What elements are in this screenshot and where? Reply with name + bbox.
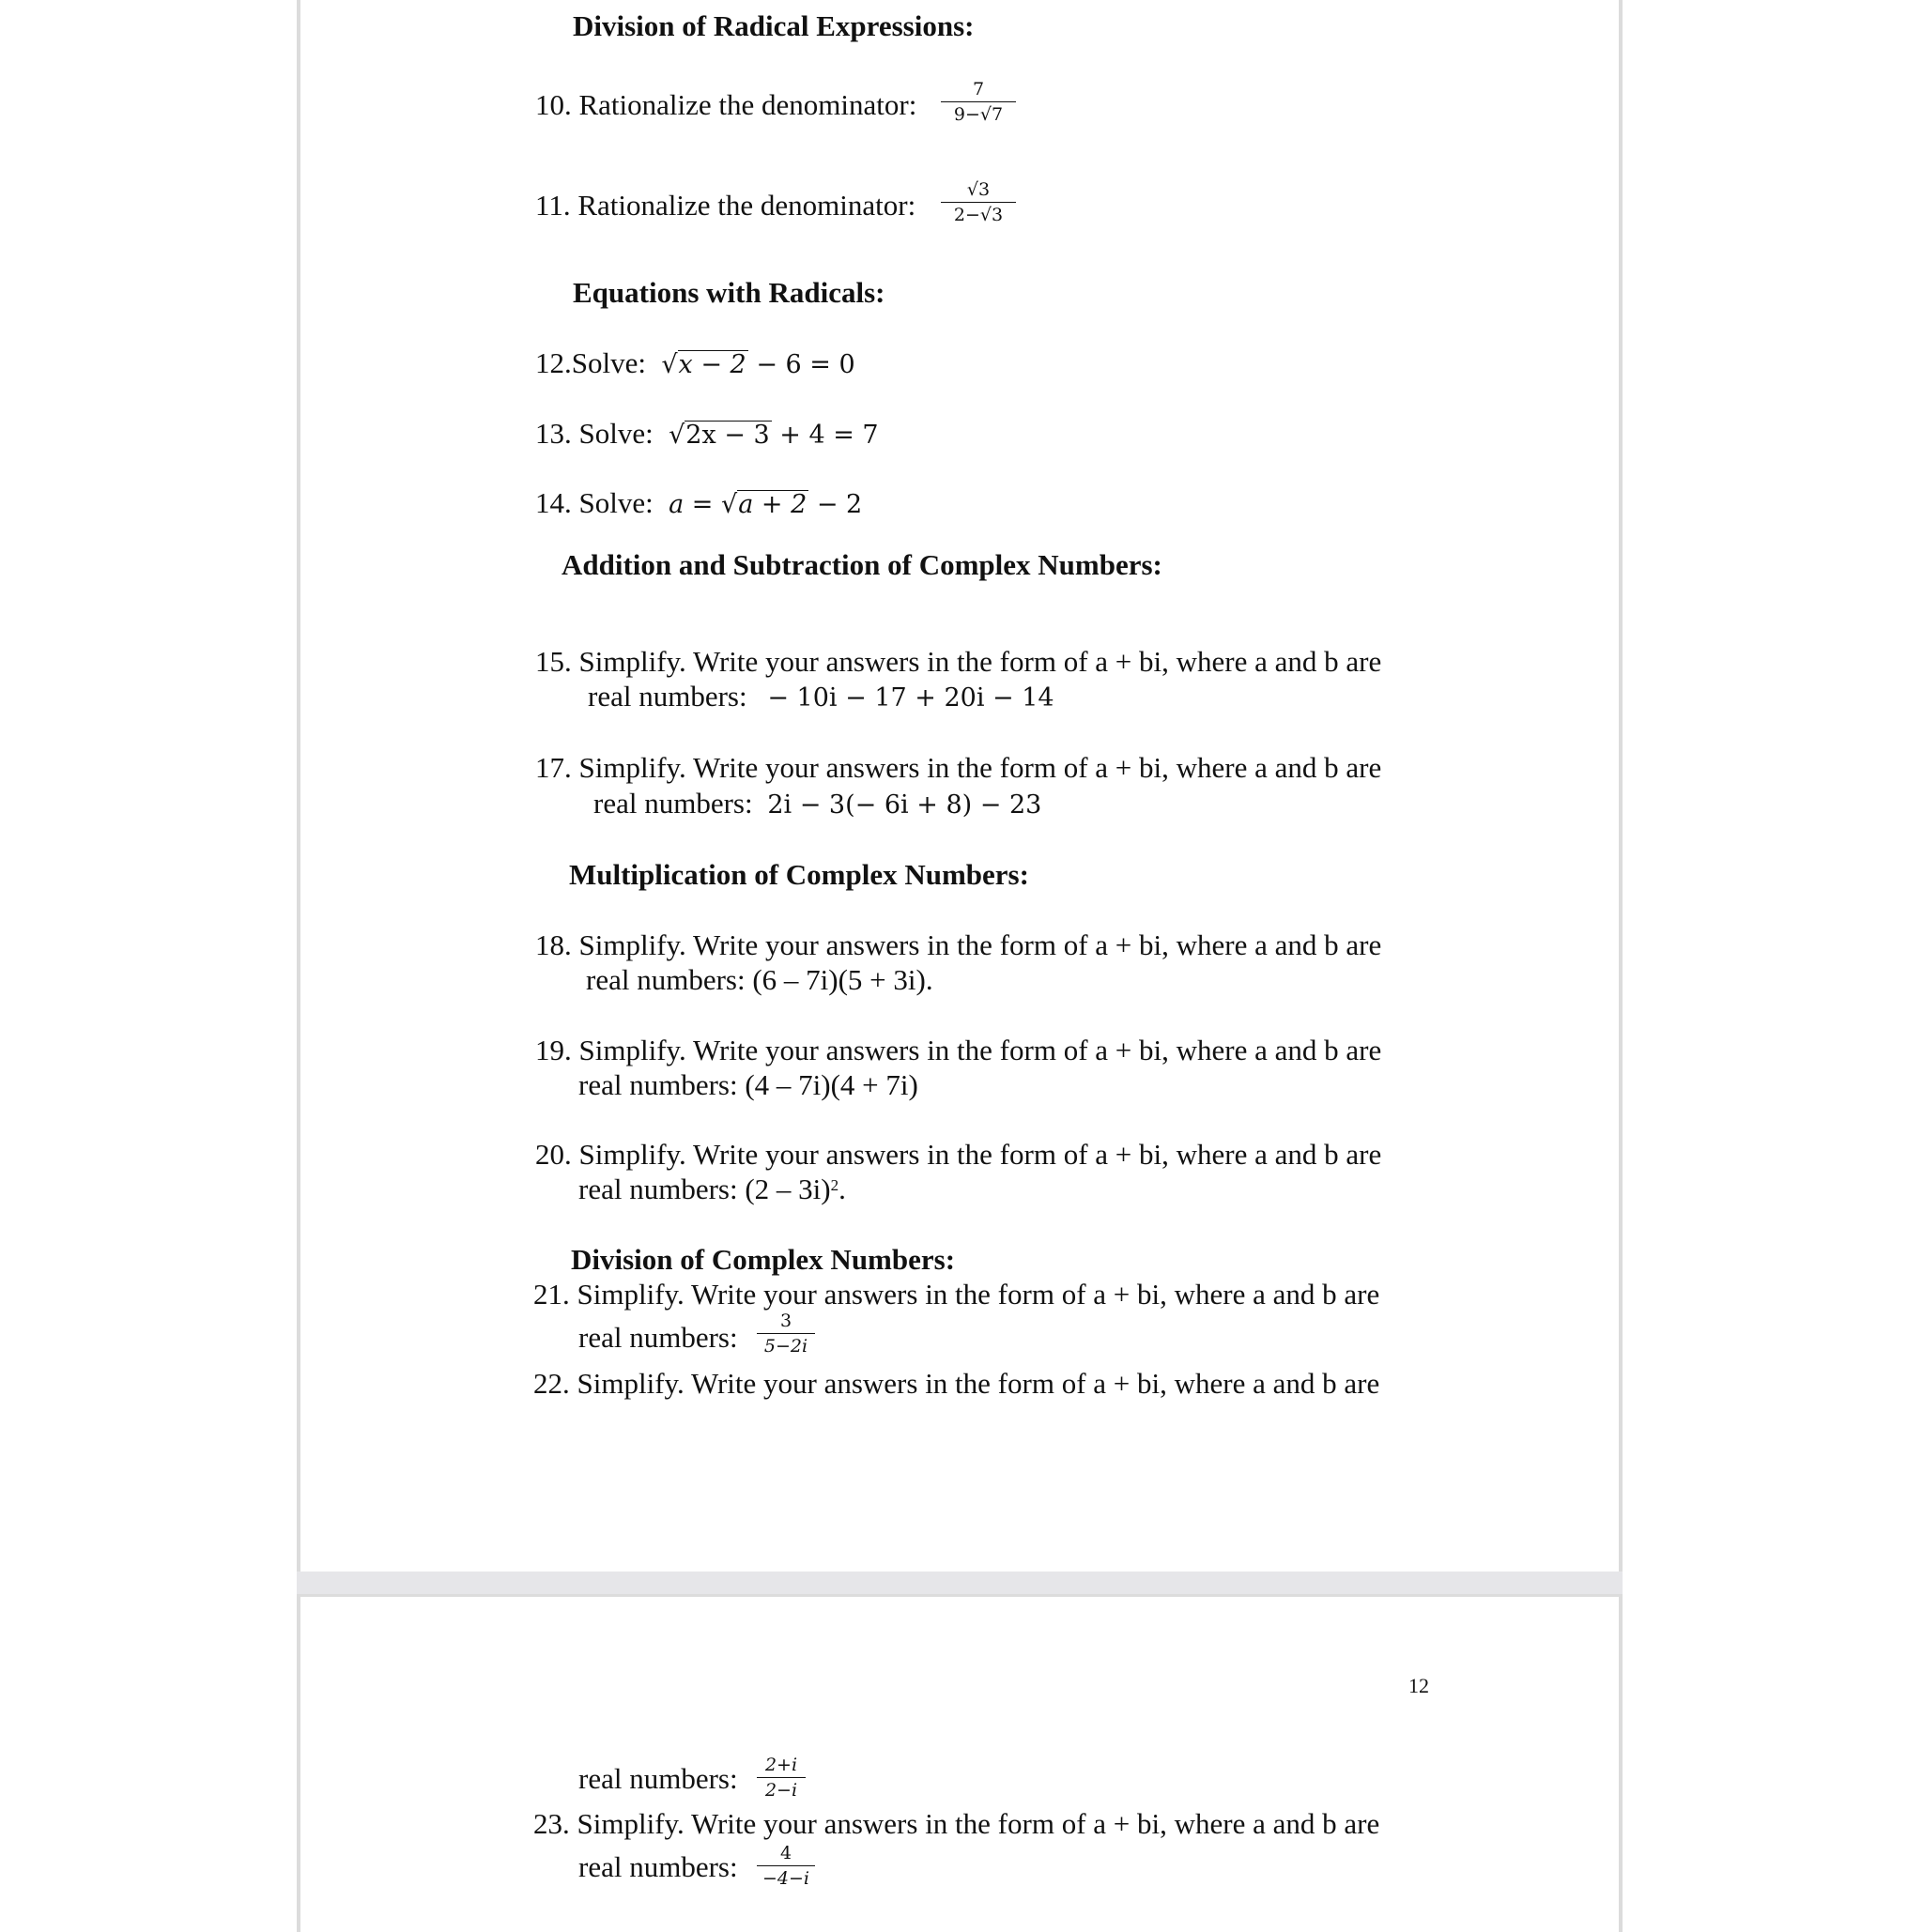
equation-lhs: a = (669, 490, 721, 519)
page-separator (297, 1572, 1623, 1594)
problem-14-label: 14. Solve: (535, 486, 654, 519)
problem-18-line1: 18. Simplify. Write your answers in the form of a + bi, where a and b are (535, 928, 1382, 961)
problem-22-prefix: real numbers: (578, 1762, 738, 1795)
fraction-denominator: −4−i (762, 1868, 810, 1889)
problem-18-line2: real numbers: (6 – 7i)(5 + 3i). (586, 963, 933, 996)
fraction-numerator: √3 (966, 179, 991, 200)
document-page (297, 1594, 1623, 1932)
problem-11-fraction (941, 179, 1016, 225)
section-heading: Division of Complex Numbers: (571, 1243, 956, 1276)
radicand: x − 2 (678, 350, 746, 379)
problem-13-label: 13. Solve: (535, 417, 654, 450)
fraction-denominator: 2−√3 (953, 205, 1004, 225)
equation-rest: + 4 = 7 (771, 421, 879, 450)
problem-20-prefix: real numbers: (2 – 3i) (578, 1173, 831, 1205)
section-heading: Addition and Subtraction of Complex Numbers: (562, 548, 1162, 581)
problem-15-line1: 15. Simplify. Write your answers in the form of a + bi, where a and b are (535, 645, 1382, 678)
page-number: 12 (1408, 1674, 1429, 1697)
fraction-denominator: 2−i (764, 1780, 798, 1801)
fraction-numerator: 4 (779, 1843, 792, 1863)
problem-20-line1: 20. Simplify. Write your answers in the form of a + bi, where a and b are (535, 1138, 1382, 1171)
section-heading: Equations with Radicals: (573, 276, 885, 309)
problem-12-label: 12.Solve: (535, 346, 646, 379)
radicand: a + 2 (738, 490, 808, 519)
problem-14: 14. Solve: a = √a + 2 − 2 (535, 486, 863, 519)
problem-21-fraction (757, 1311, 815, 1357)
problem-23-line1: 23. Simplify. Write your answers in the form of a + bi, where a and b are (533, 1807, 1380, 1840)
problem-21-prefix: real numbers: (578, 1321, 738, 1354)
problem-23-fraction (757, 1843, 815, 1889)
problem-17-line2 (593, 787, 1041, 822)
equation-rest: − 2 (808, 490, 863, 519)
problem-12: 12.Solve: √x − 2 − 6 = 0 (535, 346, 855, 379)
document-page (297, 0, 1623, 1572)
problem-10-fraction (941, 79, 1016, 125)
radicand: 2x − 3 (685, 421, 770, 450)
problem-15-prefix: real numbers: (588, 680, 747, 713)
problem-17-expression: 2i − 3(− 6i + 8) − 23 (767, 790, 1042, 820)
problem-22-fraction (757, 1755, 806, 1801)
exponent: 2 (830, 1176, 839, 1194)
problem-23-prefix: real numbers: (578, 1850, 738, 1883)
problem-19-line2: real numbers: (4 – 7i)(4 + 7i) (578, 1068, 918, 1101)
fraction-numerator: 3 (779, 1311, 792, 1331)
fraction-numerator: 7 (972, 79, 985, 100)
problem-15-expression: − 10i − 17 + 20i − 14 (767, 683, 1054, 713)
problem-17-prefix: real numbers: (593, 787, 753, 820)
equation-rest: − 6 = 0 (747, 350, 855, 379)
problem-13: 13. Solve: √2x − 3 + 4 = 7 (535, 417, 879, 450)
problem-17-line1: 17. Simplify. Write your answers in the form of a + bi, where a and b are (535, 751, 1382, 784)
problem-21-line1: 21. Simplify. Write your answers in the form of a + bi, where a and b are (533, 1278, 1380, 1311)
problem-15-line2 (588, 680, 1054, 715)
problem-20-line2 (578, 1173, 846, 1206)
problem-10-label: 10. Rationalize the denominator: (535, 88, 917, 121)
problem-19-line1: 19. Simplify. Write your answers in the form of a + bi, where a and b are (535, 1034, 1382, 1066)
fraction-denominator: 5−2i (763, 1336, 808, 1357)
fraction-denominator: 9−√7 (953, 104, 1004, 125)
period: . (838, 1173, 846, 1205)
fraction-numerator: 2+i (764, 1755, 798, 1775)
problem-11-label: 11. Rationalize the denominator: (535, 189, 916, 222)
problem-22-line1: 22. Simplify. Write your answers in the form of a + bi, where a and b are (533, 1367, 1380, 1400)
section-heading: Division of Radical Expressions: (573, 9, 975, 42)
section-heading: Multiplication of Complex Numbers: (569, 858, 1029, 891)
